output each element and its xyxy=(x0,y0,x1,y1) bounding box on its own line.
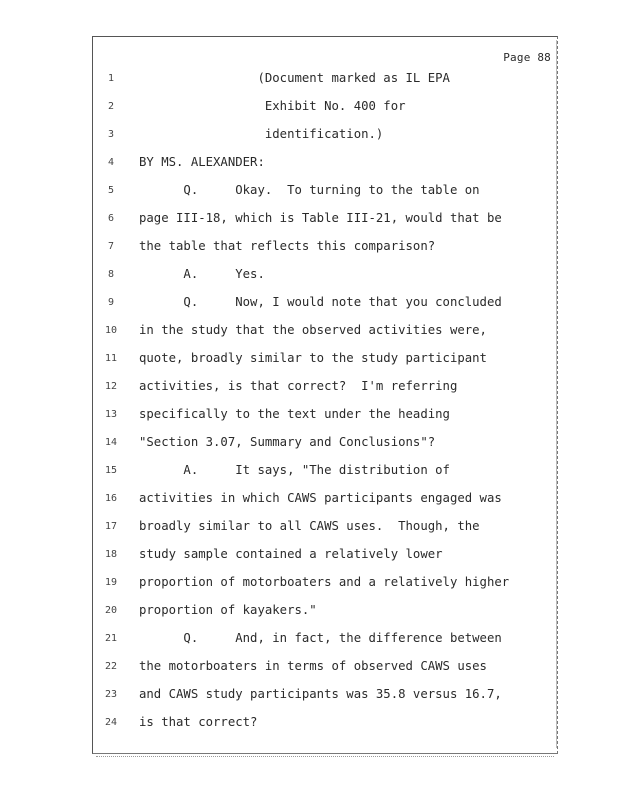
transcript-line xyxy=(93,239,557,267)
line-text: BY MS. ALEXANDER: xyxy=(139,155,265,169)
line-text: quote, broadly similar to the study participant xyxy=(139,351,487,365)
transcript-line xyxy=(93,127,557,155)
line-text: Exhibit No. 400 for xyxy=(139,99,406,113)
line-text: in the study that the observed activities were, xyxy=(139,323,487,337)
line-number: 11 xyxy=(104,353,118,364)
line-number: 4 xyxy=(107,157,115,168)
line-number: 17 xyxy=(104,521,118,532)
page-frame xyxy=(92,36,558,754)
line-text: Q. Okay. To turning to the table on xyxy=(139,183,480,197)
line-number: 15 xyxy=(104,465,118,476)
transcript-line xyxy=(93,99,557,127)
line-text: Q. And, in fact, the difference between xyxy=(139,631,502,645)
transcript-line xyxy=(93,71,557,99)
line-text: broadly similar to all CAWS uses. Though, the xyxy=(139,519,480,533)
transcript-line xyxy=(93,183,557,211)
transcript-line xyxy=(93,323,557,351)
line-text: proportion of motorboaters and a relatively higher xyxy=(139,575,510,589)
transcript-line xyxy=(93,463,557,491)
footer-rule xyxy=(96,756,554,757)
transcript-line xyxy=(93,575,557,603)
line-text: (Document marked as IL EPA xyxy=(139,71,450,85)
line-number: 18 xyxy=(104,549,118,560)
line-number: 12 xyxy=(104,381,118,392)
transcript-line xyxy=(93,659,557,687)
line-number: 14 xyxy=(104,437,118,448)
line-text: specifically to the text under the heading xyxy=(139,407,450,421)
line-number: 23 xyxy=(104,689,118,700)
right-margin-rule xyxy=(556,40,557,748)
transcript-line xyxy=(93,547,557,575)
line-number: 3 xyxy=(107,129,115,140)
line-text: A. Yes. xyxy=(139,267,265,281)
line-text: the motorboaters in terms of observed CAWS uses xyxy=(139,659,487,673)
transcript-line xyxy=(93,211,557,239)
line-number: 16 xyxy=(104,493,118,504)
line-text: A. It says, "The distribution of xyxy=(139,463,450,477)
line-number: 1 xyxy=(107,73,115,84)
transcript-line xyxy=(93,379,557,407)
line-text: activities, is that correct? I'm referring xyxy=(139,379,458,393)
line-number: 22 xyxy=(104,661,118,672)
line-text: "Section 3.07, Summary and Conclusions"? xyxy=(139,435,436,449)
line-number: 21 xyxy=(104,633,118,644)
transcript-line xyxy=(93,687,557,715)
transcript-line xyxy=(93,155,557,183)
line-number: 10 xyxy=(104,325,118,336)
line-number: 6 xyxy=(107,213,115,224)
line-text: activities in which CAWS participants engaged was xyxy=(139,491,502,505)
line-text: proportion of kayakers." xyxy=(139,603,317,617)
line-text: the table that reflects this comparison? xyxy=(139,239,436,253)
line-number: 8 xyxy=(107,269,115,280)
transcript-line xyxy=(93,295,557,323)
transcript-line xyxy=(93,491,557,519)
line-text: page III-18, which is Table III-21, would that be xyxy=(139,211,502,225)
line-number: 20 xyxy=(104,605,118,616)
page-number: Page 88 xyxy=(503,51,551,64)
line-text: Q. Now, I would note that you concluded xyxy=(139,295,502,309)
line-number: 13 xyxy=(104,409,118,420)
line-text: study sample contained a relatively lower xyxy=(139,547,443,561)
line-number: 19 xyxy=(104,577,118,588)
line-text: and CAWS study participants was 35.8 versus 16.7, xyxy=(139,687,502,701)
line-number: 7 xyxy=(107,241,115,252)
transcript-line xyxy=(93,435,557,463)
transcript-line xyxy=(93,351,557,379)
line-text: identification.) xyxy=(139,127,384,141)
transcript-line xyxy=(93,603,557,631)
transcript-line xyxy=(93,715,557,743)
transcript-line xyxy=(93,631,557,659)
transcript-line xyxy=(93,519,557,547)
line-number: 9 xyxy=(107,297,115,308)
transcript-line xyxy=(93,407,557,435)
line-number: 24 xyxy=(104,717,118,728)
transcript-line xyxy=(93,267,557,295)
line-number: 5 xyxy=(107,185,115,196)
line-number: 2 xyxy=(107,101,115,112)
line-text: is that correct? xyxy=(139,715,258,729)
